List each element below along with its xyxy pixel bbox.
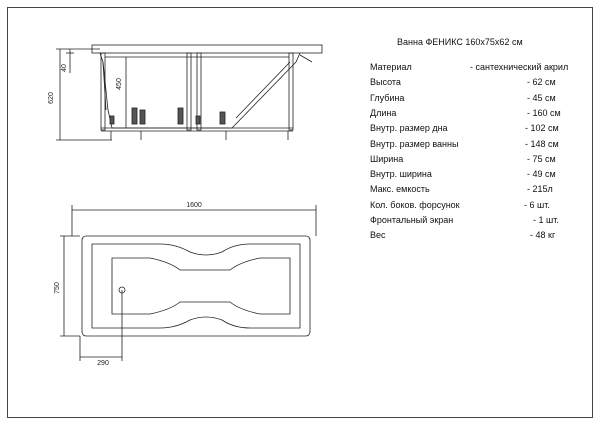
- spec-value: - 75 см: [527, 153, 556, 164]
- spec-label: Ширина: [370, 153, 404, 164]
- spec-value: - сантехнический акрил: [470, 62, 569, 72]
- spec-value: - 6 шт.: [524, 199, 550, 210]
- spec-label: Фронтальный экран: [370, 215, 454, 225]
- spec-value: - 62 см: [527, 77, 556, 88]
- dim-top-width: 750: [54, 282, 61, 294]
- dim-side-rim: 40: [61, 64, 68, 72]
- spec-value: - 1 шт.: [533, 215, 559, 225]
- dim-top-length: 1600: [186, 202, 202, 209]
- dim-top-drain: 290: [97, 360, 109, 367]
- dim-side-depth: 450: [116, 78, 123, 90]
- tub-inner-floor: [112, 258, 290, 314]
- spec-label: Глубина: [370, 92, 405, 103]
- spec-label: Длина: [370, 107, 397, 118]
- spec-label: Кол. боков. форсунок: [370, 199, 460, 210]
- spec-value: - 160 см: [527, 107, 561, 118]
- spec-value: - 215л: [527, 184, 553, 195]
- spec-label: Макс. емкость: [370, 184, 430, 195]
- spec-label: Внутр. размер дна: [370, 123, 448, 134]
- spec-label: Внутр. ширина: [370, 169, 432, 180]
- spec-value: - 45 см: [527, 92, 556, 103]
- dim-side-height: 620: [48, 92, 55, 104]
- spec-value: - 49 см: [527, 169, 556, 180]
- side-view: [56, 45, 322, 140]
- jet-fittings: [110, 108, 225, 124]
- tub-outer-rim: [82, 236, 310, 336]
- tub-inner-bowl: [92, 244, 300, 328]
- spec-value: - 148 см: [525, 138, 559, 149]
- side-rim: [92, 45, 322, 53]
- spec-value: - 48 кг: [530, 230, 556, 241]
- frame-post-mid1: [187, 53, 191, 130]
- spec-value: - 102 см: [525, 123, 559, 134]
- spec-label: Вес: [370, 230, 386, 241]
- spec-label: Высота: [370, 77, 401, 88]
- frame-post-right: [289, 53, 293, 130]
- drawing-title: Ванна ФЕНИКС 160х75х62 см: [397, 37, 523, 47]
- spec-label: Материал: [370, 62, 412, 72]
- top-view: [60, 205, 316, 361]
- spec-label: Внутр. размер ванны: [370, 138, 459, 149]
